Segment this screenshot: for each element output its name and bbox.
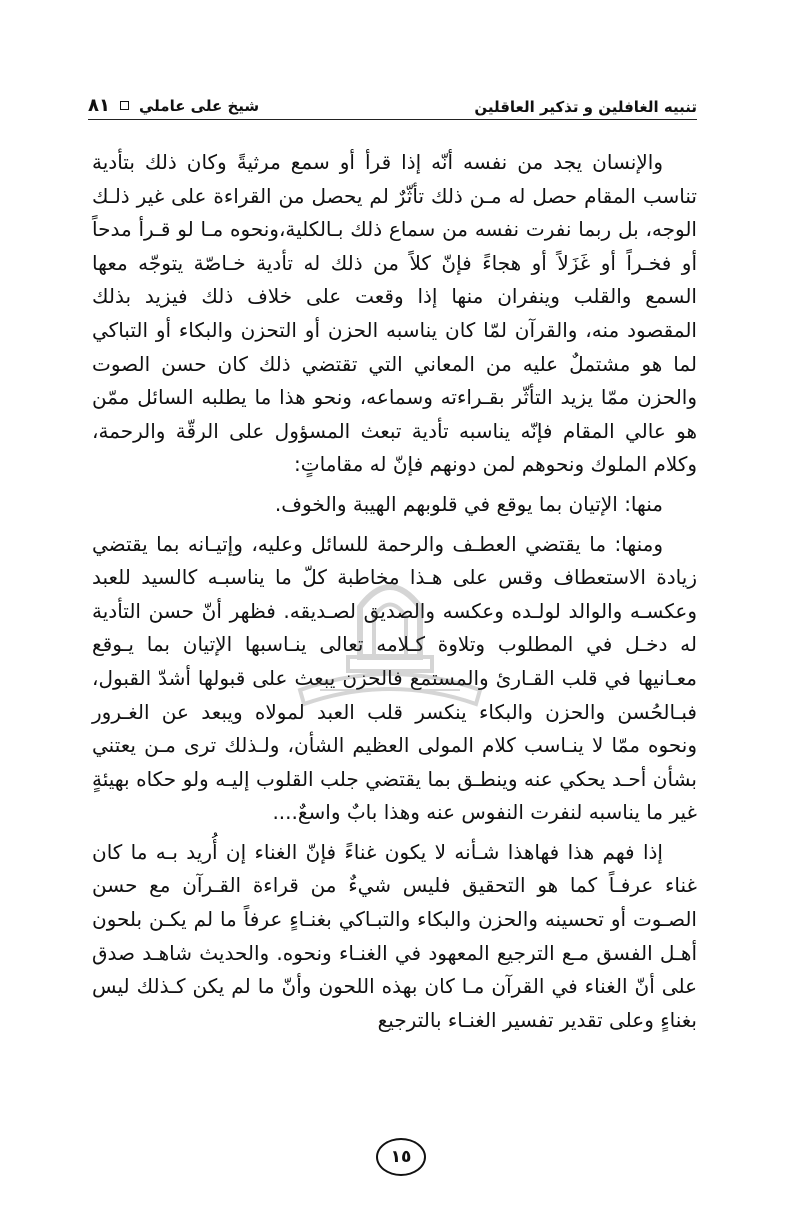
page-number: ١٥ — [390, 1147, 412, 1167]
header-author-group — [88, 95, 259, 116]
header-divider — [88, 119, 697, 120]
source-page-number: ٨١ — [88, 95, 110, 116]
body-text — [92, 146, 697, 1037]
square-separator-icon — [120, 101, 129, 110]
book-title: تنبيه الغافلين و تذكير العاقلين — [474, 98, 697, 116]
paragraph-4: إذا فهم هذا فهاهذا شـأنه لا يكون غناءً فإنّ الغناء إن أُريد بـه ما كان غناء عرفـاً كما هو التحقيق فليس شيءٌ من قراءة القـرآن مع حسن الصـوت أو تحسينه والحزن والبكاء والتبـاكي بغنـاءٍ عرفاً ما لم يكـن بلحون أهـل الفسق مـع الترجيع المعهود في الغنـاء ونحوه. والحديث شاهـد صدق على أنّ الغناء في القرآن مـا كان بهذه اللحون وأنّ ما لم يكن كـذلك ليس بغناءٍ وعلى تقدير تفسير الغنـاء بالترجيع — [92, 839, 697, 1032]
paragraph-1: والإنسان يجد من نفسه أنّه إذا قرأ أو سمع مرثيةً وكان ذلك بتأدية تناسب المقام حصل له مـن ذلك تأثّرٌ لم يحصل من القراءة على غير ذلـك الوجه، بل ربما نفرت نفسه من سماع ذلك بـالكلية،ونحوه مـا لو قـرأ مدحاً أو فخـراً أو غَزَلاً أو هجاءً فإنّ كلاً من ذلك له تأدية خـاصّة يتوجّه معها السمع والقلب وينفران منها إذا وقعت على خلاف ذلك فيزيد بذلك المقصود منه، والقرآن لمّا كان يناسبه الحزن أو التحزن والبكاء أو التباكي لما هو مشتملٌ عليه من المعاني التي تقتضي ذلك كان حسن الصوت والحزن ممّا يزيد التأثّر بقـراءته وسماعه، ونحو هذا ما يطلبه السائل ممّن هو عالي المقام فإنّه يناسبه تأدية تبعث المسؤول على الرقّة والرحمة، وكلام الملوك ونحوهم لمن دونهم فإنّ له مقاماتٍ: — [92, 150, 697, 477]
paragraph-2: منها: الإتيان بما يوقع في قلوبهم الهيبة والخوف. — [274, 491, 663, 516]
author-name: شيخ على عاملي — [138, 96, 260, 115]
running-header — [88, 86, 697, 116]
paragraph-3: ومنها: ما يقتضي العطـف والرحمة للسائل وعليه، وإتيـانه بما يقتضي زيادة الاستعطاف وقس على هـذا مخاطبة كلّ ما يناسبـه كالسيد للعبد وعكسـه والوالد لولـده وعكسه والصديق لصـديقه. فظهر أنّ حسن التأدية له دخـل في المطلوب وتلاوة كـلامه تعالى ينـاسبها الإتيان بما يـوقع معـانيها في قلب القـارئ والمستمع فالحزن يبعث على قبولها أشدّ القبول، فبـالحُسن والحزن والبكاء ينكسر قلب العبد لمولاه ويبعد عن الغـرور ونحوه ممّا لا ينـاسب كلام المولى العظيم الشأن، ولـذلك ترى مـن يعتني بشأن أحـد يحكي عنه وينطـق بما يقتضي جلب القلوب إليـه ولو حكاه بهيئةٍ غير ما يناسبه لنفرت النفوس عنه وهذا بابٌ واسعٌ.... — [92, 531, 697, 825]
page-number-badge — [376, 1138, 426, 1176]
